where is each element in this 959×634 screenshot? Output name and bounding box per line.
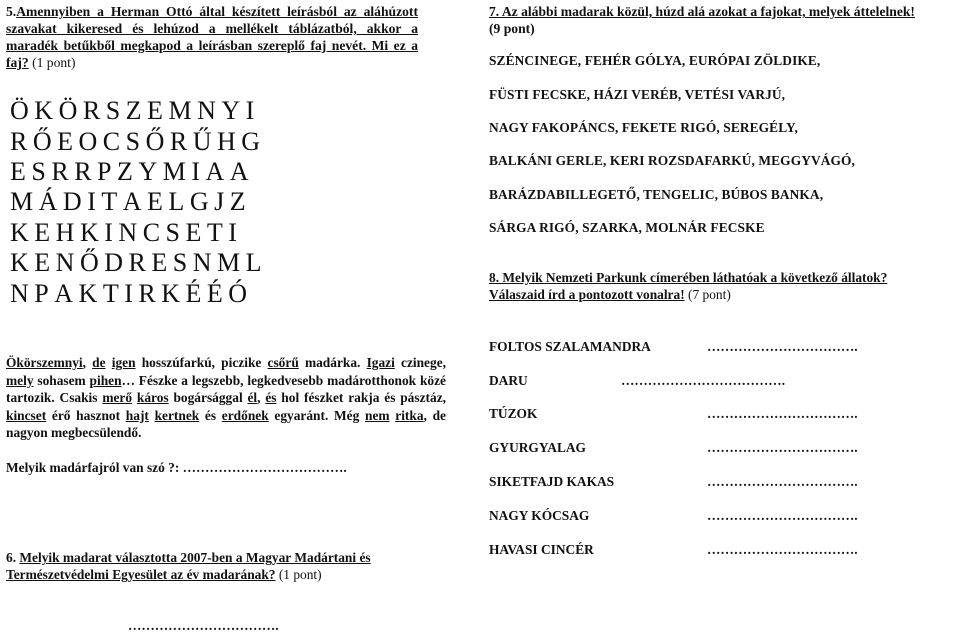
- grid-letter[interactable]: E: [57, 126, 74, 156]
- answer-line[interactable]: …………………………….: [707, 508, 858, 523]
- grid-letter[interactable]: Ó: [228, 278, 248, 308]
- underlined-word: de: [92, 355, 106, 370]
- grid-letter[interactable]: Á: [38, 187, 58, 217]
- animal-name: GYURGYALAG: [489, 440, 586, 455]
- grid-letter[interactable]: E: [147, 96, 163, 126]
- underlined-word: pihen: [89, 372, 122, 388]
- grid-letter[interactable]: T: [102, 278, 119, 308]
- bird-line: SÁRGA RIGÓ, SZARKA, MOLNÁR FECSKE: [489, 220, 765, 235]
- grid-letter[interactable]: R: [51, 156, 69, 186]
- grid-letter[interactable]: K: [10, 217, 29, 247]
- grid-letter[interactable]: I: [228, 217, 237, 247]
- grid-letter[interactable]: A: [54, 278, 74, 308]
- grid-letter[interactable]: J: [214, 187, 225, 217]
- grid-letter[interactable]: N: [55, 248, 75, 278]
- letter-grid: [10, 96, 320, 309]
- grid-row: [10, 278, 320, 308]
- bird-line: BARÁZDABILLEGETŐ, TENGELIC, BÚBOS BANKA,: [489, 187, 824, 202]
- task5-qmark: ?: [21, 55, 29, 70]
- grid-letter[interactable]: Ö: [10, 96, 29, 126]
- grid-letter[interactable]: Y: [221, 96, 241, 126]
- underlined-word: erdőnek: [221, 407, 269, 423]
- grid-letter[interactable]: Y: [138, 156, 158, 186]
- bird-line: SZÉNCINEGE, FEHÉR GÓLYA, EURÓPAI ZÖLDIKE,: [489, 53, 821, 68]
- task8-points: (7 pont): [688, 286, 731, 302]
- grid-letter[interactable]: A: [229, 156, 249, 186]
- grid-letter[interactable]: S: [165, 217, 180, 247]
- grid-letter[interactable]: R: [128, 248, 146, 278]
- grid-letter[interactable]: É: [185, 278, 202, 308]
- grid-letter[interactable]: K: [79, 217, 99, 247]
- underlined-word: Igazi: [366, 355, 395, 370]
- grid-letter[interactable]: D: [104, 248, 124, 278]
- grid-letter[interactable]: L: [168, 187, 185, 217]
- grid-letter[interactable]: H: [55, 217, 75, 247]
- grid-letter[interactable]: Ő: [145, 126, 165, 156]
- grid-letter[interactable]: M: [162, 156, 186, 186]
- task6-text: [6, 550, 446, 583]
- grid-letter[interactable]: E: [34, 248, 51, 278]
- grid-letter[interactable]: R: [74, 156, 92, 186]
- grid-letter[interactable]: Z: [117, 156, 133, 186]
- grid-letter[interactable]: R: [138, 278, 156, 308]
- grid-letter[interactable]: I: [124, 278, 133, 308]
- underlined-word: nem: [365, 407, 390, 423]
- grid-letter[interactable]: P: [97, 156, 112, 186]
- grid-letter[interactable]: N: [192, 248, 212, 278]
- animal-name: HAVASI CINCÉR: [489, 542, 594, 557]
- bird-line: BALKÁNI GERLE, KERI ROZSDAFARKÚ, MEGGYVÁGÓ,: [489, 153, 856, 168]
- grid-letter[interactable]: R: [82, 96, 101, 126]
- animal-name: NAGY KÓCSAG: [489, 508, 590, 523]
- grid-letter[interactable]: G: [189, 187, 209, 217]
- task5-instruction: Amennyiben a Herman Ottó által készített leírásból az aláhúzott szavakat kikeresed és lehúzod a mellékelt táblázatból, akkor a maradék betűkből megkapod a leírásban szereplő faj nevét. Mi ez a faj: [6, 4, 418, 70]
- answer-line[interactable]: …………………………….: [707, 474, 858, 489]
- task5-points: (1 pont): [32, 55, 76, 70]
- task6-answer-line[interactable]: …………………………….: [128, 618, 279, 633]
- underlined-word: ritka: [395, 407, 424, 423]
- grid-letter[interactable]: I: [87, 187, 96, 217]
- grid-letter[interactable]: É: [206, 278, 223, 308]
- underlined-word: káros: [136, 390, 169, 405]
- animal-name: TÚZOK: [489, 406, 538, 421]
- task6-points: (1 pont): [275, 566, 322, 582]
- underlined-word: kincset: [6, 407, 47, 423]
- grid-letter[interactable]: E: [147, 187, 163, 217]
- task8-header: [489, 270, 959, 303]
- grid-letter[interactable]: L: [245, 248, 262, 278]
- grid-letter[interactable]: C: [142, 217, 161, 247]
- grid-letter[interactable]: N: [118, 217, 138, 247]
- grid-letter[interactable]: Z: [229, 187, 246, 217]
- grid-letter[interactable]: G: [241, 126, 261, 156]
- grid-letter[interactable]: K: [78, 278, 98, 308]
- grid-letter[interactable]: N: [10, 278, 29, 308]
- underlined-word: kertnek: [154, 407, 200, 423]
- underlined-word: igen: [111, 355, 136, 370]
- grid-letter[interactable]: E: [10, 156, 26, 186]
- underlined-word: hajt: [125, 407, 149, 423]
- task8-instruction: Válaszaid írd a pontozott vonalra!: [489, 286, 685, 302]
- grid-letter[interactable]: I: [104, 217, 113, 247]
- grid-letter[interactable]: S: [105, 96, 121, 126]
- grid-letter[interactable]: E: [151, 248, 168, 278]
- underlined-word: csőrű: [267, 355, 299, 370]
- riddle-question: Melyik madárfajról van szó ?: ……………………………….: [6, 460, 347, 475]
- answer-line[interactable]: ……………………………….: [621, 373, 786, 388]
- grid-letter[interactable]: D: [62, 187, 82, 217]
- task6-question: Melyik madarat választotta 2007-ben a Magyar Madártani és Természetvédelmi Egyesület az év madarának?: [6, 550, 371, 582]
- task6-number: 6.: [6, 550, 20, 565]
- grid-letter[interactable]: R: [10, 126, 28, 156]
- grid-letter[interactable]: A: [122, 187, 142, 217]
- underlined-word: mely: [6, 372, 34, 388]
- answer-line[interactable]: …………………………….: [707, 339, 858, 354]
- task5-text: [6, 3, 418, 71]
- grid-letter[interactable]: M: [168, 96, 192, 126]
- grid-row: [10, 187, 320, 217]
- animal-name: DARU: [489, 373, 528, 388]
- answer-line[interactable]: …………………………….: [707, 542, 858, 557]
- task5-number: 5.: [6, 4, 17, 19]
- answer-line[interactable]: …………………………….: [707, 406, 858, 421]
- grid-letter[interactable]: Z: [125, 96, 142, 126]
- grid-row: [10, 218, 320, 248]
- grid-letter[interactable]: O: [78, 126, 98, 156]
- grid-letter[interactable]: K: [34, 96, 54, 126]
- grid-letter[interactable]: S: [125, 126, 141, 156]
- underlined-word: merő: [102, 390, 133, 405]
- grid-row: [10, 96, 320, 126]
- grid-letter[interactable]: P: [34, 278, 49, 308]
- grid-letter[interactable]: T: [101, 187, 118, 217]
- grid-letter[interactable]: S: [31, 156, 46, 186]
- grid-letter[interactable]: C: [102, 126, 121, 156]
- grid-letter[interactable]: A: [205, 156, 225, 186]
- riddle-text: Ökörszemnyi, de igen hosszúfarkú, piczike csőrű madárka. Igazi czinege, mely sohasem pihen… Fészke a legszebb, legkedvesebb madárotthonok közé tartozik. Csakis merő káros bogársággal él, és hol fészket rakja és pásztáz, kincset érő hasznot hajt kertnek és erdőnek egyaránt. Még nem ritka, de nagyon megbecsülendő.: [6, 355, 446, 440]
- animal-name: SIKETFAJD KAKAS: [489, 474, 615, 489]
- task7-points: (9 pont): [489, 21, 535, 36]
- grid-letter[interactable]: K: [10, 248, 29, 278]
- grid-letter[interactable]: M: [217, 248, 241, 278]
- grid-letter[interactable]: E: [34, 217, 51, 247]
- grid-letter[interactable]: R: [169, 126, 188, 156]
- bird-line: FÜSTI FECSKE, HÁZI VERÉB, VETÉSI VARJÚ,: [489, 87, 786, 102]
- underlined-word: Ökörszemnyi: [6, 355, 83, 370]
- grid-letter[interactable]: T: [206, 217, 223, 247]
- grid-letter[interactable]: E: [185, 217, 202, 247]
- grid-letter[interactable]: Ő: [79, 248, 99, 278]
- grid-letter[interactable]: N: [197, 96, 216, 126]
- grid-letter[interactable]: K: [161, 278, 180, 308]
- underlined-word: él: [247, 390, 258, 405]
- animal-name: FOLTOS SZALAMANDRA: [489, 339, 651, 354]
- underlined-word: és: [265, 390, 277, 405]
- grid-letter[interactable]: Ű: [192, 126, 212, 156]
- grid-row: [10, 126, 320, 156]
- grid-letter[interactable]: I: [191, 156, 200, 186]
- task7-header: [489, 3, 957, 37]
- answer-line[interactable]: …………………………….: [707, 440, 858, 455]
- bird-line: NAGY FAKOPÁNCS, FEKETE RIGÓ, SEREGÉLY,: [489, 120, 798, 135]
- grid-letter[interactable]: S: [172, 248, 188, 278]
- task8-question: 8. Melyik Nemzeti Parkunk címerében láthatóak a következő állatok?: [489, 270, 888, 285]
- grid-letter[interactable]: I: [245, 96, 255, 126]
- grid-row: [10, 157, 320, 187]
- grid-letter[interactable]: M: [10, 187, 34, 217]
- grid-letter[interactable]: Ö: [58, 96, 78, 126]
- grid-letter[interactable]: H: [217, 126, 236, 156]
- grid-letter[interactable]: Ő: [32, 126, 52, 156]
- task7-title: 7. Az alábbi madarak közül, húzd alá azokat a fajokat, melyek áttelelnek!: [489, 4, 915, 19]
- grid-row: [10, 248, 320, 278]
